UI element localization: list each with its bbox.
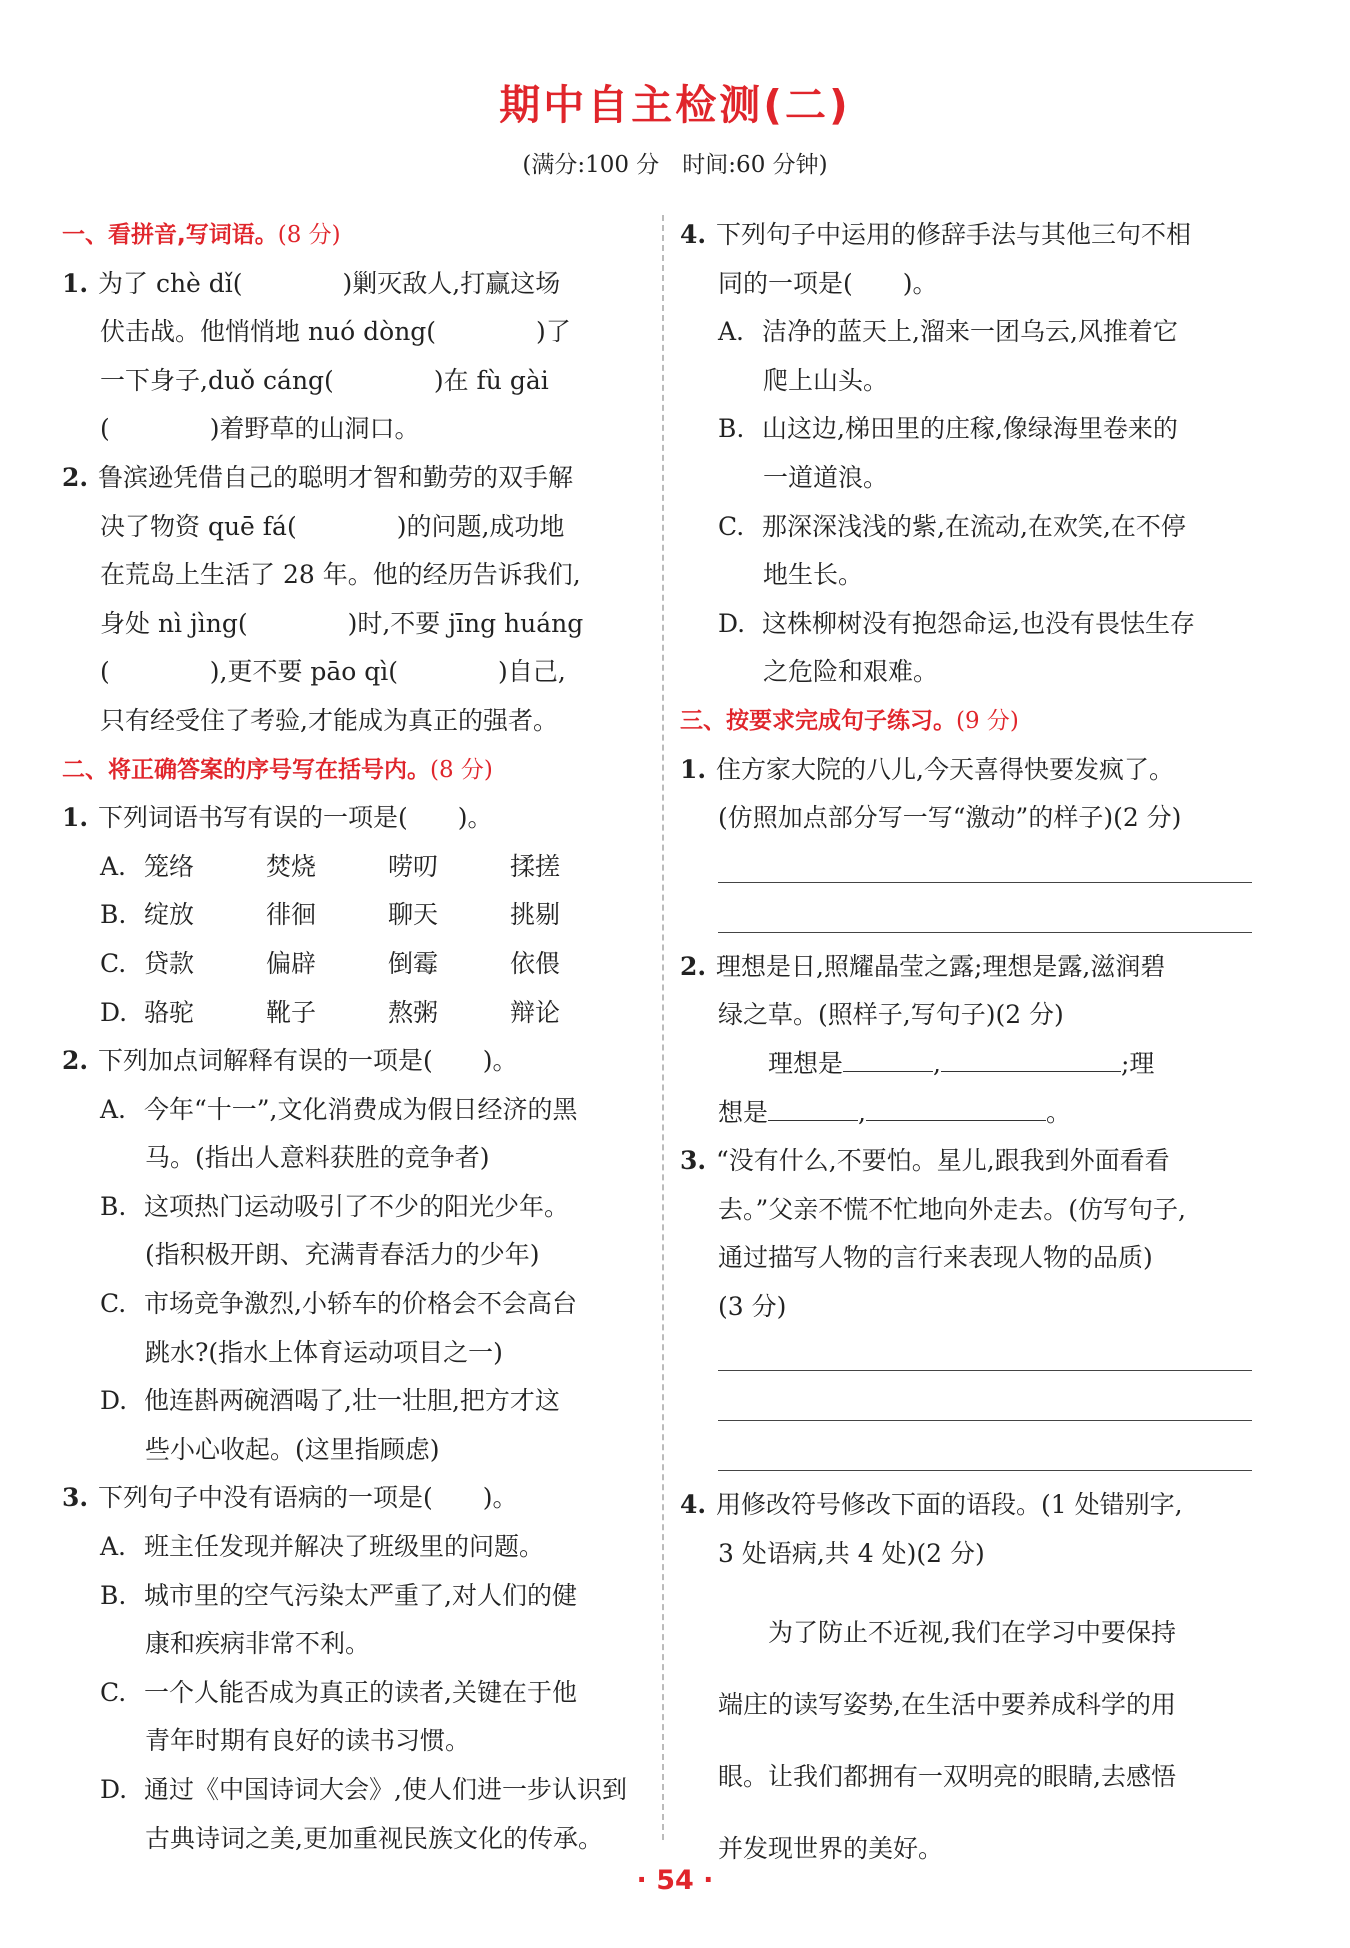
question-number: 4. — [680, 220, 707, 249]
question-line — [680, 746, 1260, 795]
option-word: 徘徊 — [266, 900, 317, 930]
option-text: 这项热门运动吸引了不少的阳光少年。 — [144, 1191, 570, 1221]
option-text: 市场竞争激烈,小轿车的价格会不会高台 — [144, 1289, 577, 1319]
option-line — [62, 1572, 647, 1621]
option-continuation: 地生长。 — [763, 560, 864, 590]
option-continuation: 古典诗词之美,更加重视民族文化的传承。 — [145, 1823, 603, 1853]
question-continuation: 在荒岛上生活了 28 年。他的经历告诉我们, — [100, 560, 581, 590]
option-text: 这株柳树没有抱怨命运,也没有畏怯生存 — [762, 608, 1195, 638]
fill-blank[interactable] — [866, 1096, 1046, 1121]
option-letter: D. — [100, 1775, 128, 1804]
fill-text: 想是 — [718, 1097, 769, 1127]
option-letter: A. — [718, 317, 745, 347]
question-continuation: (仿照加点部分写一写“激动”的样子)(2 分) — [718, 803, 1182, 833]
fill-text: 理想是 — [718, 1048, 844, 1078]
option-word: 贷款 — [144, 948, 195, 978]
option-line — [680, 503, 1260, 552]
paragraph-line: 端庄的读写姿势,在生活中要养成科学的用 — [718, 1689, 1176, 1719]
question-text: 为了 chè dǐ( )剿灭敌人,打赢这场 — [98, 268, 561, 298]
option-letter: B. — [718, 414, 745, 444]
fill-text: ;理 — [1120, 1048, 1155, 1078]
paragraph-line: 并发现世界的美好。 — [718, 1833, 944, 1863]
option-line — [62, 1280, 647, 1329]
option-text: 一个人能否成为真正的读者,关键在于他 — [144, 1677, 577, 1707]
page-title: 期中自主检测(二) — [499, 81, 851, 129]
question-line — [680, 943, 1260, 992]
option-continuation: 一道道浪。 — [763, 462, 889, 492]
question-number: 4. — [680, 1490, 707, 1520]
option-letter: D. — [100, 997, 128, 1027]
fill-text: , — [933, 1048, 941, 1078]
section-heading — [680, 697, 1260, 746]
option-letter: A. — [100, 1532, 127, 1562]
option-word: 偏辟 — [266, 948, 317, 978]
fill-text: 。 — [1045, 1097, 1071, 1127]
option-continuation: 之危险和艰难。 — [763, 657, 939, 687]
option-word: 骆驼 — [144, 997, 195, 1027]
question-continuation: 决了物资 quē fá( )的问题,成功地 — [100, 511, 565, 541]
option-word: 倒霉 — [388, 948, 439, 978]
question-text: 鲁滨逊凭借自己的聪明才智和勤劳的双手解 — [98, 462, 574, 492]
question-text: 住方家大院的八儿,今天喜得快要发疯了。 — [716, 754, 1174, 784]
option-text: 今年“十一”,文化消费成为假日经济的黑 — [144, 1094, 578, 1124]
page-number-value: 54 — [656, 1865, 694, 1896]
option-continuation: 青年时期有良好的读书习惯。 — [145, 1726, 471, 1756]
question-line — [680, 211, 1260, 260]
question-number: 1. — [680, 754, 707, 784]
section-points: (9 分) — [956, 707, 1019, 734]
answer-line[interactable] — [680, 843, 1260, 893]
option-line — [680, 405, 1260, 454]
option-word: 笼络 — [144, 851, 195, 881]
option-letter: C. — [100, 1677, 127, 1707]
fill-in-line — [680, 1040, 1260, 1089]
fill-blank[interactable] — [843, 1047, 933, 1072]
left-column — [62, 211, 647, 1863]
option-text: 班主任发现并解决了班级里的问题。 — [144, 1532, 545, 1562]
option-line — [680, 308, 1260, 357]
question-text: 用修改符号修改下面的语段。(1 处错别字, — [716, 1490, 1183, 1520]
option-word: 依偎 — [510, 948, 561, 978]
option-letter: B. — [100, 900, 127, 930]
option-continuation: 爬上山头。 — [763, 365, 889, 395]
question-line — [62, 1037, 647, 1086]
section-heading — [62, 211, 647, 260]
fill-blank[interactable] — [768, 1096, 858, 1121]
question-number: 2. — [680, 951, 707, 981]
question-continuation: 只有经受住了考验,才能成为真正的强者。 — [100, 705, 558, 735]
question-text: 下列加点词解释有误的一项是( )。 — [98, 1046, 518, 1076]
question-continuation: 去。”父亲不慌不忙地向外走去。(仿写句子, — [718, 1194, 1186, 1224]
right-column — [680, 211, 1260, 1885]
option-letter: A. — [100, 1094, 127, 1124]
answer-line[interactable] — [680, 1381, 1260, 1431]
option-letter: C. — [100, 948, 127, 978]
option-word: 绽放 — [144, 900, 195, 930]
option-text: 城市里的空气污染太严重了,对人们的健 — [144, 1580, 577, 1610]
question-line — [62, 454, 647, 503]
section-heading-text: 一、看拼音,写词语。 — [62, 222, 278, 248]
option-line — [62, 1377, 647, 1426]
question-line — [62, 260, 647, 309]
option-letter: A. — [100, 851, 127, 881]
answer-line[interactable] — [680, 893, 1260, 943]
paragraph-line: 眼。让我们都拥有一双明亮的眼睛,去感悟 — [718, 1761, 1176, 1791]
fill-in-line — [680, 1089, 1260, 1138]
option-letter: C. — [718, 511, 745, 541]
paragraph-line: 为了防止不近视,我们在学习中要保持 — [718, 1617, 1176, 1647]
answer-line[interactable] — [680, 1431, 1260, 1481]
question-continuation: 伏击战。他悄悄地 nuó dòng( )了 — [100, 317, 571, 347]
option-word: 熬粥 — [388, 997, 439, 1027]
spacer — [680, 1579, 1260, 1597]
option-line — [62, 1183, 647, 1232]
option-text: 洁净的蓝天上,溜来一团乌云,风推着它 — [762, 317, 1178, 347]
option-word: 挑剔 — [510, 900, 561, 930]
section-points: (8 分) — [430, 756, 493, 783]
question-continuation: 一下身子,duǒ cáng( )在 fù gài — [100, 365, 549, 395]
question-number: 3. — [680, 1146, 707, 1176]
question-line — [680, 1481, 1260, 1530]
option-word: 靴子 — [266, 997, 317, 1027]
word-option-line — [62, 940, 647, 989]
option-continuation: 康和疾病非常不利。 — [145, 1629, 371, 1659]
section-heading — [62, 746, 647, 795]
word-option-line — [62, 989, 647, 1038]
option-letter: B. — [100, 1580, 127, 1610]
option-word: 焚烧 — [266, 851, 317, 881]
option-continuation: 跳水?(指水上体育运动项目之一) — [145, 1337, 503, 1367]
question-text: 下列句子中没有语病的一项是( )。 — [98, 1483, 518, 1513]
question-line — [680, 1137, 1260, 1186]
question-number: 1. — [62, 803, 89, 833]
question-continuation: 身处 nì jìng( )时,不要 jīng huáng — [100, 608, 584, 638]
question-continuation: 通过描写人物的言行来表现人物的品质) — [718, 1243, 1153, 1273]
question-number: 2. — [62, 462, 89, 492]
fill-text: , — [858, 1097, 866, 1127]
option-continuation: 马。(指出人意料获胜的竞争者) — [145, 1143, 490, 1173]
question-line — [62, 794, 647, 843]
question-number: 3. — [62, 1483, 89, 1513]
question-text: 下列句子中运用的修辞手法与其他三句不相 — [716, 220, 1192, 249]
question-number: 1. — [62, 268, 89, 298]
option-text: 他连斟两碗酒喝了,壮一壮胆,把方才这 — [144, 1386, 560, 1416]
column-divider — [662, 215, 664, 1840]
option-letter: D. — [100, 1386, 128, 1416]
option-line — [680, 600, 1260, 649]
option-text: 那深深浅浅的紫,在流动,在欢笑,在不停 — [762, 511, 1186, 541]
word-option-line — [62, 891, 647, 940]
option-line — [62, 1523, 647, 1572]
option-letter: C. — [100, 1289, 127, 1319]
option-continuation: (指积极开朗、充满青春活力的少年) — [145, 1240, 540, 1270]
question-continuation: (3 分) — [718, 1291, 787, 1321]
option-continuation: 些小心收起。(这里指顾虑) — [145, 1434, 440, 1464]
question-continuation: ( ),更不要 pāo qì( )自己, — [100, 657, 566, 687]
question-continuation: 同的一项是( )。 — [718, 268, 938, 298]
option-word: 唠叨 — [388, 851, 439, 881]
question-line — [62, 1474, 647, 1523]
question-text: 理想是日,照耀晶莹之露;理想是露,滋润碧 — [716, 951, 1166, 981]
question-text: “没有什么,不要怕。星儿,跟我到外面看看 — [716, 1146, 1170, 1176]
option-line — [62, 1669, 647, 1718]
option-letter: B. — [100, 1191, 127, 1221]
question-continuation: 绿之草。(照样子,写句子)(2 分) — [718, 1000, 1064, 1030]
option-word: 聊天 — [388, 900, 439, 930]
option-word: 揉搓 — [510, 851, 561, 881]
option-letter: D. — [718, 608, 746, 638]
question-continuation: 3 处语病,共 4 处)(2 分) — [718, 1539, 985, 1569]
fill-blank[interactable] — [941, 1047, 1121, 1072]
question-continuation: ( )着野草的山洞口。 — [100, 414, 420, 444]
option-text: 通过《中国诗词大会》,使人们进一步认识到 — [144, 1775, 627, 1804]
question-text: 下列词语书写有误的一项是( )。 — [98, 803, 493, 833]
option-line — [62, 1766, 647, 1815]
question-number: 2. — [62, 1046, 89, 1076]
option-line — [62, 1086, 647, 1135]
option-text: 山这边,梯田里的庄稼,像绿海里卷来的 — [762, 414, 1178, 444]
section-heading-text: 二、将正确答案的序号写在括号内。 — [62, 756, 430, 783]
section-heading-text: 三、按要求完成句子练习。 — [680, 707, 956, 734]
word-option-line — [62, 843, 647, 892]
section-points: (8 分) — [277, 222, 341, 248]
answer-line[interactable] — [680, 1331, 1260, 1381]
option-word: 辩论 — [510, 997, 561, 1027]
page-subtitle: (满分:100 分 时间:60 分钟) — [522, 152, 828, 178]
page-number: · 54 · — [636, 1865, 714, 1896]
